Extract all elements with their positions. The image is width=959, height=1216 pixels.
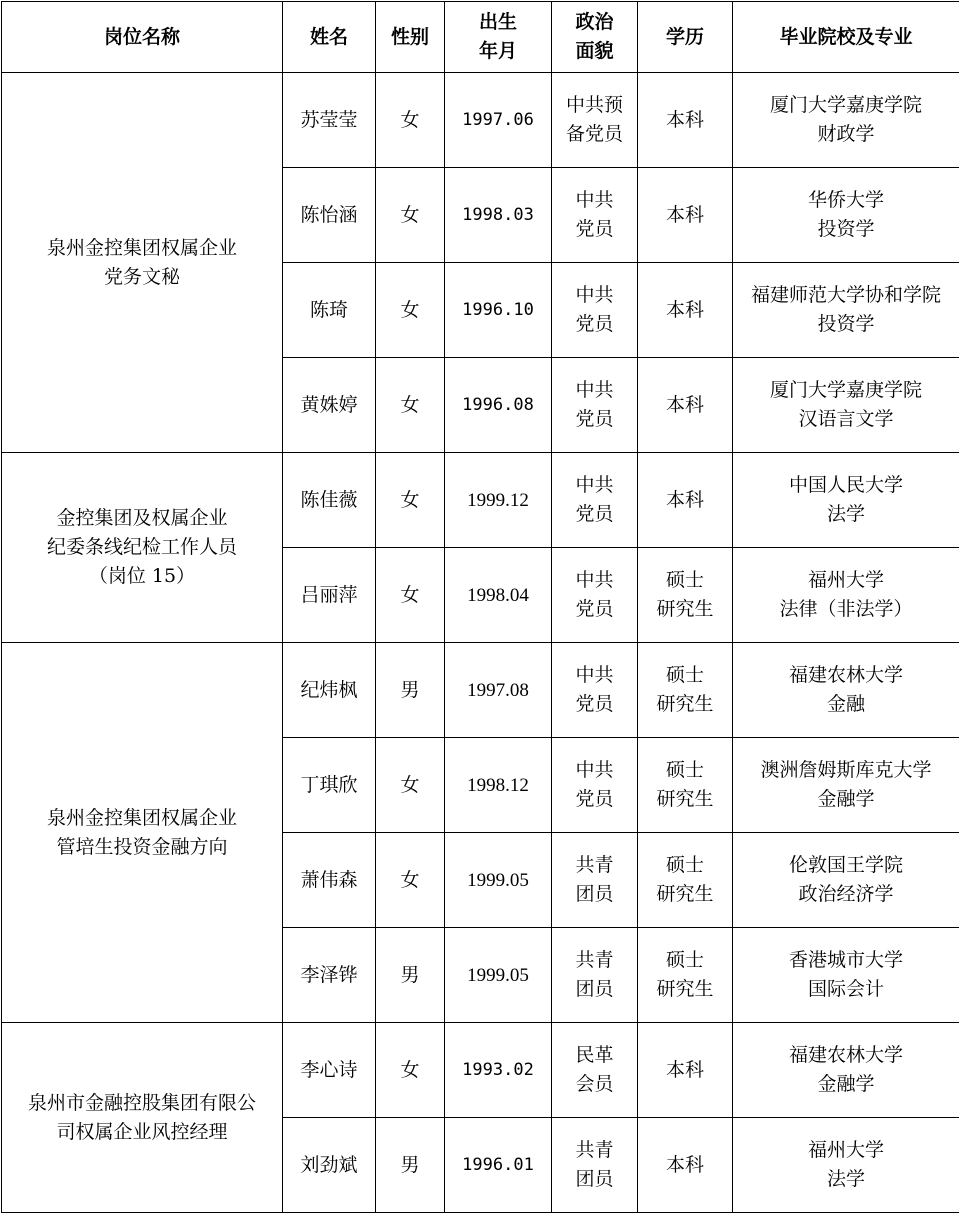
education-line: 研究生 (642, 595, 728, 624)
birth-cell: 1999.05 (445, 928, 552, 1023)
school-line: 金融 (737, 690, 955, 719)
education-line: 本科 (642, 106, 728, 135)
birth-cell: 1996.08 (445, 358, 552, 453)
gender-cell: 女 (376, 1023, 445, 1118)
political-line: 中共预 (556, 91, 633, 120)
school-line: 福州大学 (737, 566, 955, 595)
school-cell (733, 548, 959, 643)
political-line: 中共 (556, 186, 633, 215)
school-line: 法律（非法学） (737, 595, 955, 624)
political-line: 中共 (556, 566, 633, 595)
political-cell (552, 1118, 638, 1213)
school-line: 香港城市大学 (737, 946, 955, 975)
header-school: 毕业院校及专业 (733, 2, 959, 73)
name-cell: 陈怡涵 (283, 168, 376, 263)
education-line: 研究生 (642, 690, 728, 719)
position-cell (2, 643, 283, 1023)
name-cell: 苏莹莹 (283, 73, 376, 168)
school-cell (733, 1023, 959, 1118)
position-cell (2, 73, 283, 453)
school-line: 福建师范大学协和学院 (737, 281, 955, 310)
header-birth (445, 2, 552, 73)
school-line: 投资学 (737, 215, 955, 244)
political-line: 党员 (556, 785, 633, 814)
position-line: （岗位 15） (6, 562, 278, 591)
political-line: 党员 (556, 215, 633, 244)
education-line: 研究生 (642, 880, 728, 909)
school-line: 法学 (737, 1165, 955, 1194)
header-political-line: 政治 (556, 8, 633, 37)
education-line: 研究生 (642, 785, 728, 814)
school-cell (733, 453, 959, 548)
name-cell: 吕丽萍 (283, 548, 376, 643)
school-line: 金融学 (737, 785, 955, 814)
education-line: 本科 (642, 296, 728, 325)
position-line: 司权属企业风控经理 (6, 1118, 278, 1147)
school-line: 福州大学 (737, 1136, 955, 1165)
political-line: 共青 (556, 946, 633, 975)
school-line: 福建农林大学 (737, 1041, 955, 1070)
school-line: 厦门大学嘉庚学院 (737, 376, 955, 405)
political-line: 民革 (556, 1041, 633, 1070)
education-line: 硕士 (642, 946, 728, 975)
school-cell (733, 928, 959, 1023)
school-line: 澳洲詹姆斯库克大学 (737, 756, 955, 785)
political-line: 中共 (556, 471, 633, 500)
political-cell (552, 73, 638, 168)
position-cell (2, 1023, 283, 1213)
education-cell (638, 168, 733, 263)
education-line: 本科 (642, 486, 728, 515)
education-line: 本科 (642, 1151, 728, 1180)
birth-cell: 1999.12 (445, 453, 552, 548)
birth-cell: 1999.05 (445, 833, 552, 928)
gender-cell: 男 (376, 1118, 445, 1213)
header-row (2, 2, 959, 73)
birth-cell: 1998.12 (445, 738, 552, 833)
gender-cell: 女 (376, 738, 445, 833)
name-cell: 纪炜枫 (283, 643, 376, 738)
political-line: 会员 (556, 1070, 633, 1099)
education-cell (638, 453, 733, 548)
education-cell (638, 1023, 733, 1118)
political-line: 中共 (556, 661, 633, 690)
gender-cell: 女 (376, 453, 445, 548)
political-line: 备党员 (556, 120, 633, 149)
school-cell (733, 358, 959, 453)
education-cell (638, 358, 733, 453)
position-line: 纪委条线纪检工作人员 (6, 533, 278, 562)
table-row (2, 643, 959, 738)
birth-cell: 1998.04 (445, 548, 552, 643)
header-political-line: 面貌 (556, 37, 633, 66)
position-line: 泉州市金融控股集团有限公 (6, 1089, 278, 1118)
education-cell (638, 1118, 733, 1213)
gender-cell: 女 (376, 263, 445, 358)
gender-cell: 女 (376, 73, 445, 168)
position-line: 金控集团及权属企业 (6, 504, 278, 533)
political-line: 共青 (556, 1136, 633, 1165)
political-line: 党员 (556, 405, 633, 434)
header-birth-line: 年月 (449, 37, 547, 66)
political-line: 团员 (556, 1165, 633, 1194)
education-line: 硕士 (642, 661, 728, 690)
position-cell (2, 453, 283, 643)
education-cell (638, 738, 733, 833)
gender-cell: 女 (376, 548, 445, 643)
education-line: 研究生 (642, 975, 728, 1004)
education-cell (638, 833, 733, 928)
gender-cell: 男 (376, 928, 445, 1023)
gender-cell: 女 (376, 358, 445, 453)
education-cell (638, 263, 733, 358)
name-cell: 李泽铧 (283, 928, 376, 1023)
political-line: 党员 (556, 500, 633, 529)
education-line: 硕士 (642, 756, 728, 785)
political-cell (552, 263, 638, 358)
education-cell (638, 643, 733, 738)
political-line: 中共 (556, 376, 633, 405)
position-line: 泉州金控集团权属企业 (6, 234, 278, 263)
name-cell: 黄姝婷 (283, 358, 376, 453)
gender-cell: 女 (376, 168, 445, 263)
position-line: 管培生投资金融方向 (6, 833, 278, 862)
school-line: 金融学 (737, 1070, 955, 1099)
table-row (2, 73, 959, 168)
education-cell (638, 928, 733, 1023)
political-line: 团员 (556, 880, 633, 909)
school-cell (733, 833, 959, 928)
name-cell: 陈佳薇 (283, 453, 376, 548)
education-cell (638, 73, 733, 168)
political-cell (552, 453, 638, 548)
school-line: 政治经济学 (737, 880, 955, 909)
header-name: 姓名 (283, 2, 376, 73)
position-line: 泉州金控集团权属企业 (6, 804, 278, 833)
gender-cell: 男 (376, 643, 445, 738)
position-line: 党务文秘 (6, 263, 278, 292)
political-cell (552, 168, 638, 263)
school-cell (733, 1118, 959, 1213)
political-cell (552, 833, 638, 928)
birth-cell: 1996.01 (445, 1118, 552, 1213)
birth-cell: 1997.08 (445, 643, 552, 738)
school-line: 财政学 (737, 120, 955, 149)
table-body (2, 73, 959, 1213)
name-cell: 陈琦 (283, 263, 376, 358)
birth-cell: 1998.03 (445, 168, 552, 263)
political-cell (552, 643, 638, 738)
school-cell (733, 263, 959, 358)
header-position: 岗位名称 (2, 2, 283, 73)
education-line: 硕士 (642, 851, 728, 880)
name-cell: 刘劲斌 (283, 1118, 376, 1213)
birth-cell: 1996.10 (445, 263, 552, 358)
political-line: 党员 (556, 595, 633, 624)
name-cell: 萧伟森 (283, 833, 376, 928)
political-line: 团员 (556, 975, 633, 1004)
political-line: 党员 (556, 310, 633, 339)
school-cell (733, 73, 959, 168)
political-line: 中共 (556, 281, 633, 310)
school-line: 法学 (737, 500, 955, 529)
header-gender: 性别 (376, 2, 445, 73)
education-line: 本科 (642, 391, 728, 420)
candidate-table (1, 1, 959, 1213)
political-line: 中共 (556, 756, 633, 785)
political-cell (552, 548, 638, 643)
name-cell: 李心诗 (283, 1023, 376, 1118)
header-political (552, 2, 638, 73)
school-line: 国际会计 (737, 975, 955, 1004)
school-line: 投资学 (737, 310, 955, 339)
political-cell (552, 928, 638, 1023)
school-line: 福建农林大学 (737, 661, 955, 690)
birth-cell: 1993.02 (445, 1023, 552, 1118)
education-line: 硕士 (642, 566, 728, 595)
school-line: 伦敦国王学院 (737, 851, 955, 880)
education-line: 本科 (642, 1056, 728, 1085)
political-line: 党员 (556, 690, 633, 719)
school-cell (733, 168, 959, 263)
table-row (2, 1023, 959, 1118)
birth-cell: 1997.06 (445, 73, 552, 168)
political-cell (552, 738, 638, 833)
school-cell (733, 738, 959, 833)
school-line: 厦门大学嘉庚学院 (737, 91, 955, 120)
education-cell (638, 548, 733, 643)
table-row (2, 453, 959, 548)
name-cell: 丁琪欣 (283, 738, 376, 833)
school-cell (733, 643, 959, 738)
political-line: 共青 (556, 851, 633, 880)
header-education: 学历 (638, 2, 733, 73)
gender-cell: 女 (376, 833, 445, 928)
school-line: 中国人民大学 (737, 471, 955, 500)
education-line: 本科 (642, 201, 728, 230)
political-cell (552, 358, 638, 453)
school-line: 华侨大学 (737, 186, 955, 215)
header-birth-line: 出生 (449, 8, 547, 37)
political-cell (552, 1023, 638, 1118)
school-line: 汉语言文学 (737, 405, 955, 434)
